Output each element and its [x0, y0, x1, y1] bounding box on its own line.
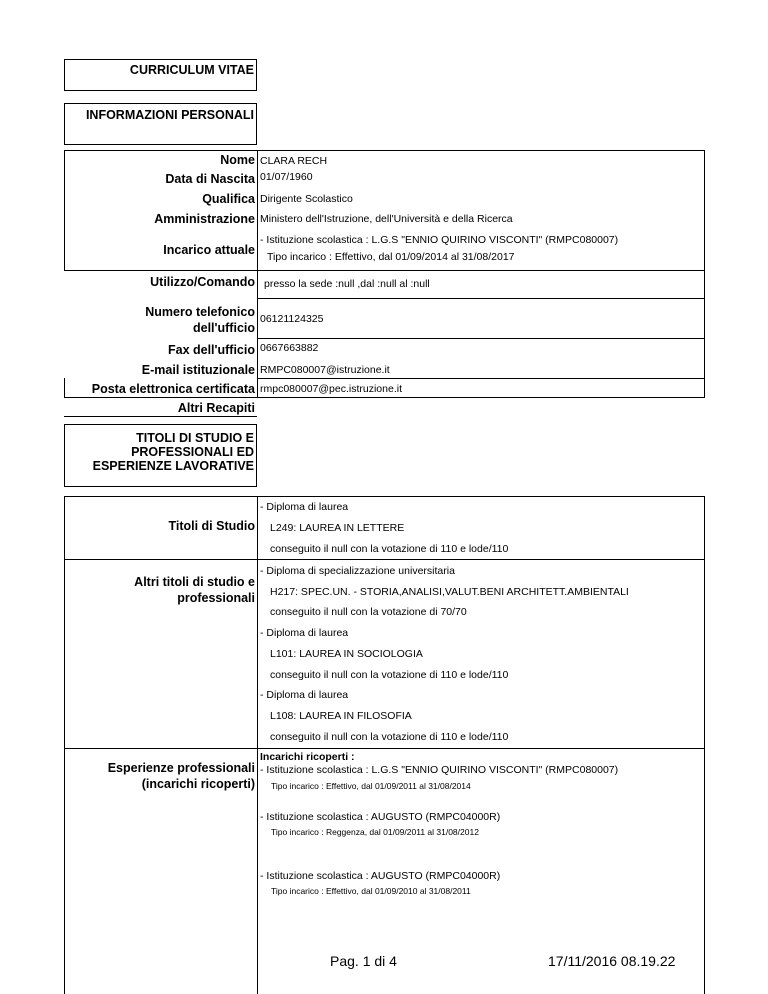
- entry-name: L101: LAUREA IN SOCIOLOGIA: [270, 648, 423, 660]
- titoli-section-line3: ESPERIENZE LAVORATIVE: [92, 459, 254, 473]
- altri-titoli-label-2: professionali: [177, 591, 255, 605]
- pec-label: Posta elettronica certificata: [91, 382, 255, 396]
- fax-label: Fax dell'ufficio: [167, 343, 255, 357]
- email-label: E-mail istituzionale: [141, 363, 255, 377]
- esperienza-tipo: Tipo incarico : Effettivo, dal 01/09/2010 al 31/08/2011: [271, 886, 471, 896]
- esperienza-istituzione: - Istituzione scolastica : AUGUSTO (RMPC04000R): [260, 870, 501, 882]
- incarico-line1: - Istituzione scolastica : L.G.S "ENNIO QUIRINO VISCONTI" (RMPC080007): [260, 234, 619, 246]
- entry-grade: conseguito il null con la votazione di 110 e lode/110: [270, 669, 509, 681]
- esperienza-tipo: Tipo incarico : Reggenza, dal 01/09/2011 al 31/08/2012: [271, 827, 479, 837]
- nome-value: CLARA RECH: [260, 155, 328, 167]
- cv-title: CURRICULUM VITAE: [129, 63, 254, 77]
- titoli-studio-grade: conseguito il null con la votazione di 110 e lode/110: [270, 543, 509, 555]
- entry-name: L108: LAUREA IN FILOSOFIA: [270, 710, 412, 722]
- nascita-value: 01/07/1960: [260, 171, 313, 183]
- titoli-studio-type: - Diploma di laurea: [260, 501, 349, 513]
- incarico-label: Incarico attuale: [163, 243, 255, 257]
- email-value: RMPC080007@istruzione.it: [260, 364, 390, 376]
- esperienza-tipo: Tipo incarico : Effettivo, dal 01/09/2011 al 31/08/2014: [271, 781, 471, 791]
- pec-value: rmpc080007@pec.istruzione.it: [260, 383, 402, 395]
- telefono-value: 06121124325: [260, 313, 324, 325]
- page-number: Pag. 1 di 4: [330, 953, 397, 969]
- entry-grade: conseguito il null con la votazione di 110 e lode/110: [270, 731, 509, 743]
- esperienze-label-2: (incarichi ricoperti): [141, 777, 255, 791]
- entry-name: H217: SPEC.UN. - STORIA,ANALISI,VALUT.BENI ARCHITETT.AMBIENTALI: [270, 586, 629, 598]
- titoli-studio-name: L249: LAUREA IN LETTERE: [270, 522, 405, 534]
- print-timestamp: 17/11/2016 08.19.22: [548, 953, 676, 969]
- personal-section-title: INFORMAZIONI PERSONALI: [85, 108, 254, 122]
- titoli-studio-label: Titoli di Studio: [168, 519, 255, 533]
- titoli-section-line1: TITOLI DI STUDIO E: [136, 431, 254, 445]
- entry-type: - Diploma di specializzazione universitaria: [260, 565, 455, 577]
- entry-type: - Diploma di laurea: [260, 627, 349, 639]
- esperienze-heading: Incarichi ricoperti :: [260, 751, 355, 763]
- entry-grade: conseguito il null con la votazione di 70/70: [270, 606, 467, 618]
- nascita-label: Data di Nascita: [165, 172, 255, 186]
- telefono-label-2: dell'ufficio: [193, 321, 255, 335]
- esperienza-istituzione: - Istituzione scolastica : AUGUSTO (RMPC04000R): [260, 811, 501, 823]
- esperienza-istituzione: - Istituzione scolastica : L.G.S "ENNIO QUIRINO VISCONTI" (RMPC080007): [260, 764, 619, 776]
- recapiti-label: Altri Recapiti: [177, 401, 255, 415]
- incarico-line2: Tipo incarico : Effettivo, dal 01/09/2014 al 31/08/2017: [267, 251, 515, 263]
- nome-label: Nome: [220, 153, 255, 167]
- esperienze-label-1: Esperienze professionali: [107, 761, 255, 775]
- altri-titoli-label-1: Altri titoli di studio e: [134, 575, 255, 589]
- qualifica-label: Qualifica: [202, 192, 255, 206]
- amministrazione-label: Amministrazione: [154, 212, 255, 226]
- titoli-section-line2: PROFESSIONALI ED: [131, 445, 254, 459]
- amministrazione-value: Ministero dell'Istruzione, dell'Università e della Ricerca: [260, 213, 513, 225]
- utilizzo-label: Utilizzo/Comando: [150, 275, 255, 289]
- entry-type: - Diploma di laurea: [260, 689, 349, 701]
- qualifica-value: Dirigente Scolastico: [260, 193, 353, 205]
- telefono-label-1: Numero telefonico: [145, 305, 255, 319]
- utilizzo-value: presso la sede :null ,dal :null al :null: [264, 278, 430, 290]
- fax-value: 0667663882: [260, 342, 319, 354]
